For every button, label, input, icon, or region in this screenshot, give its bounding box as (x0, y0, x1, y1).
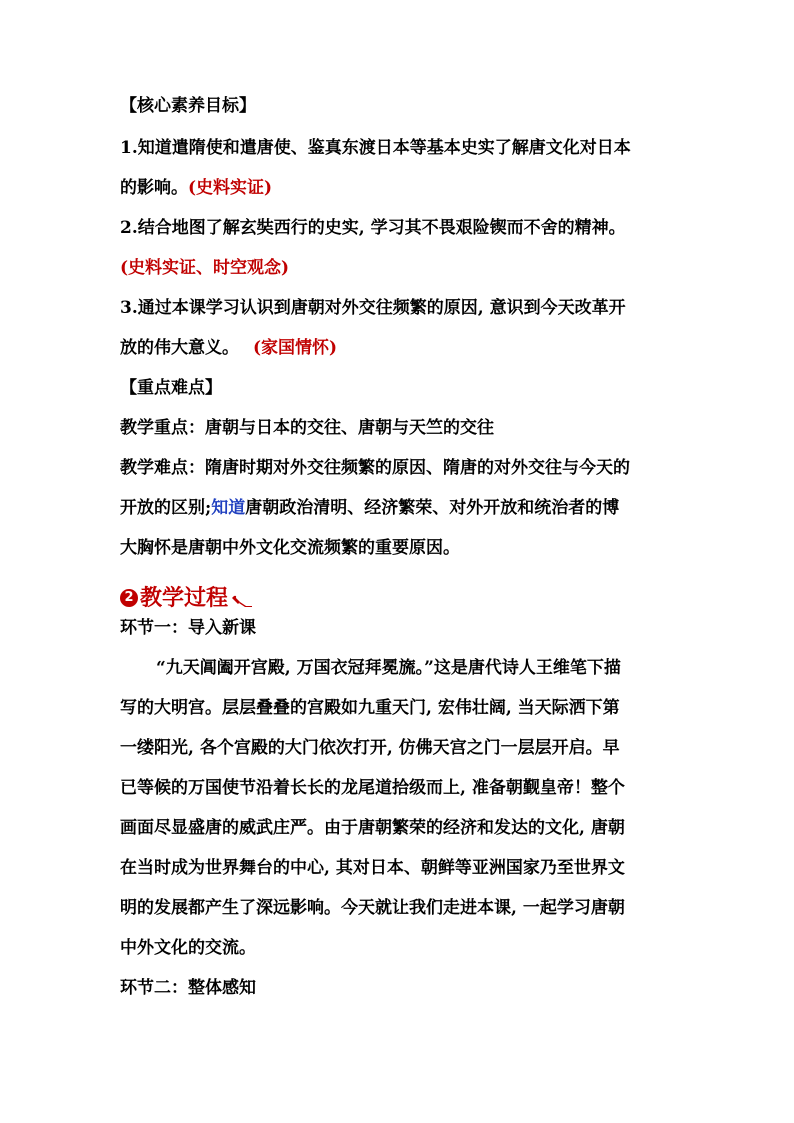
difficulty-text-c: 唐朝政治清明、经济繁荣、对外开放和统治者的博 (245, 498, 620, 518)
teaching-difficulty-line-3: 大胸怀是唐朝中外文化交流频繁的重要原因。 (120, 538, 460, 558)
intro-paragraph-line: 在当时成为世界舞台的中心, 其对日本、朝鲜等亚洲国家乃至世界文 (120, 858, 625, 878)
pen-icon (232, 590, 254, 606)
objective-1-text: 的影响。 (120, 178, 188, 198)
objective-1-tag: (史料实证) (188, 178, 273, 198)
intro-paragraph-line: 明的发展都产生了深远影响。今天就让我们走进本课, 一起学习唐朝 (120, 898, 625, 918)
objective-1-line-1: 1.知道遣隋使和遣唐使、鉴真东渡日本等基本史实了解唐文化对日本 (120, 138, 631, 158)
objective-2-line-1: 2.结合地图了解玄奘西行的史实, 学习其不畏艰险锲而不舍的精神。 (120, 218, 626, 238)
objective-2-tag: (史料实证、时空观念) (120, 258, 290, 278)
intro-paragraph-line: 中外文化的交流。 (120, 938, 256, 958)
objectives-heading: 【核心素养目标】 (120, 96, 256, 116)
objective-3-tag: (家国情怀) (253, 338, 338, 358)
step-1-title: 环节一：导入新课 (120, 618, 256, 638)
objective-3-text: 放的伟大意义。 (120, 338, 239, 358)
teaching-difficulty-line-2 (120, 498, 619, 518)
objective-3-line-1: 3.通过本课学习认识到唐朝对外交往频繁的原因, 意识到今天改革开 (120, 298, 626, 318)
key-points-heading: 【重点难点】 (120, 378, 222, 398)
objective-3-line-2 (120, 338, 337, 358)
step-2-title: 环节二：整体感知 (120, 978, 256, 998)
difficulty-link-word: 知道 (211, 498, 246, 518)
process-heading (120, 586, 254, 610)
intro-paragraph-line: “九天阊阖开宫殿, 万国衣冠拜冕旒。”这是唐代诗人王维笔下描 (156, 658, 621, 678)
intro-paragraph-line: 已等候的万国使节沿着长长的龙尾道拾级而上, 准备朝觐皇帝！整个 (120, 778, 625, 798)
difficulty-text-a: 开放的区别; (120, 498, 212, 518)
process-number-badge: 2 (120, 589, 138, 607)
teaching-focus: 教学重点：唐朝与日本的交往、唐朝与天竺的交往 (120, 418, 494, 438)
intro-paragraph-line: 一缕阳光, 各个宫殿的大门依次打开, 仿佛天宫之门一层层开启。早 (120, 738, 620, 758)
process-heading-text: 教学过程 (140, 585, 229, 611)
intro-paragraph-line: 写的大明宫。层层叠叠的宫殿如九重天门, 宏伟壮阔, 当天际洒下第 (120, 698, 620, 718)
objective-1-line-2 (120, 178, 272, 198)
intro-paragraph-line: 画面尽显盛唐的威武庄严。由于唐朝繁荣的经济和发达的文化, 唐朝 (120, 818, 625, 838)
teaching-difficulty-line-1: 教学难点：隋唐时期对外交往频繁的原因、隋唐的对外交往与今天的 (120, 458, 630, 478)
